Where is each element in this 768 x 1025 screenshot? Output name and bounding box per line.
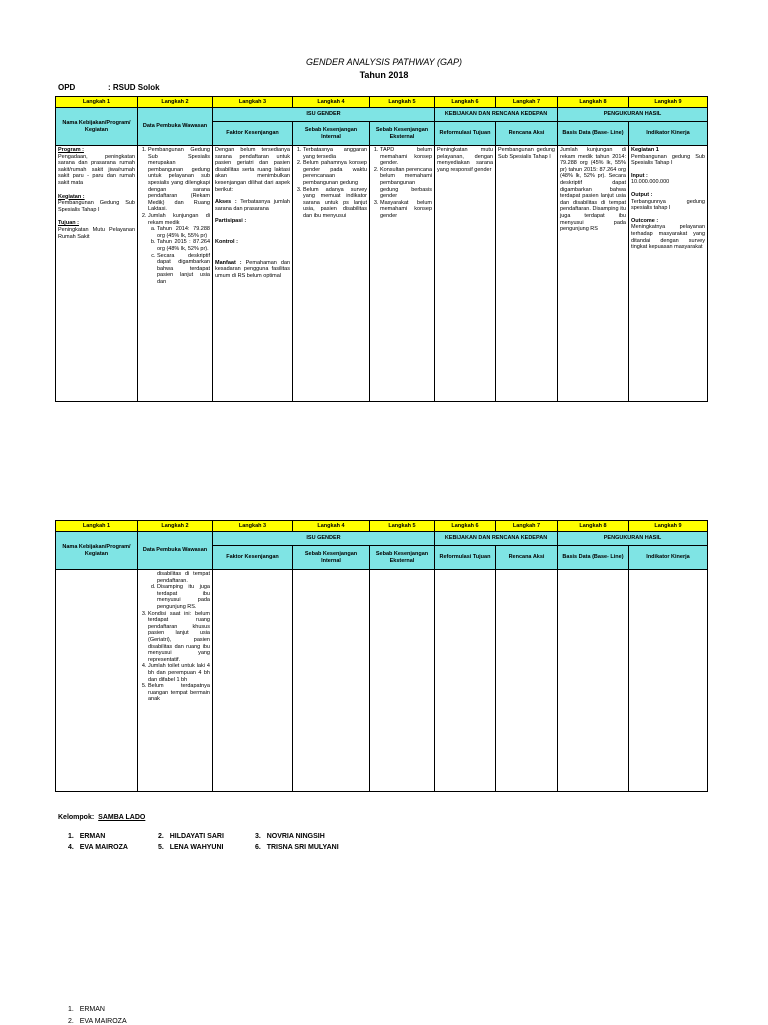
- header-nama-b: Nama Kebijakan/Program/ Kegiatan: [56, 532, 138, 570]
- step-9-b: Langkah 9: [629, 521, 708, 532]
- cell-program: [56, 146, 138, 402]
- kelompok-label: Kelompok:: [58, 814, 95, 821]
- manfaat-text: Pemahaman dan kesadaran pengguna fasilitas umum di RS belum optimal: [215, 259, 291, 279]
- step-5-b: Langkah 5: [370, 521, 435, 532]
- faktor-intro: Dengan belum tersedianya sarana pendaftaran untuk pasien geriatri dan pasien disabilitas serta ruang laktasi akan menimbulkan kesenjangan dilihat dari aspek berikut:: [215, 147, 290, 193]
- outcome-label: Outcome :: [631, 217, 659, 224]
- header-data-pembuka: Data Pembuka Wawasan: [138, 108, 213, 146]
- header-isu-gender-b: ISU GENDER: [213, 532, 435, 546]
- member-name: HILDAYATI SARI: [169, 833, 224, 840]
- input-text: 10.000.000.000: [631, 179, 670, 186]
- steps-row-2: [56, 521, 708, 532]
- footer-num: 2.: [68, 1018, 74, 1025]
- header-rencana: Rencana Aksi: [496, 122, 558, 146]
- program-label: Program :: [58, 147, 84, 153]
- header-indikator-b: Indikator Kinerja: [629, 546, 708, 570]
- data-pembuka-list: [140, 147, 210, 285]
- step-7: Langkah 7: [496, 97, 558, 108]
- steps-row: [56, 97, 708, 108]
- program-text: Pengadaan, peningkatan sarana dan prasarana rumah sakit/rumah sakit jiwa/rumah sakit paru - paru dan rumah sakit mata: [58, 153, 135, 186]
- footer-num: 1.: [68, 1006, 74, 1013]
- tujuan-text: Peningkatan Mutu Pelayanan Rumah Sakit: [58, 226, 135, 240]
- cell-sebab-internal: [293, 146, 370, 402]
- header-row-1: [56, 108, 708, 122]
- header-basis: Basis Data (Base- Line): [558, 122, 629, 146]
- kegiatan-label: Kegiatan :: [58, 193, 85, 200]
- member-4: [68, 844, 128, 851]
- eksternal-item-1: 1. TAPD belum memahami konsep gender.: [380, 147, 432, 167]
- step-5: Langkah 5: [370, 97, 435, 108]
- cell-empty-9: [629, 570, 708, 792]
- cell-empty-5: [370, 570, 435, 792]
- opd-label: OPD: [58, 83, 76, 92]
- member-1: [68, 833, 105, 840]
- data-item-2-text: Jumlah kunjungan di rekam medik: [148, 212, 210, 226]
- step-7-b: Langkah 7: [496, 521, 558, 532]
- header-pengukuran-b: PENGUKURAN HASIL: [558, 532, 708, 546]
- header-sebab-internal-b: Sebab Kesenjangan Internal: [293, 546, 370, 570]
- gap-table-page-1: [55, 96, 708, 402]
- step-8: Langkah 8: [558, 97, 629, 108]
- data-item-1: 1. Pembangunan Gedung Sub Spesialis merupakan pembangunan gedung untuk pelayanan sub spesialis yang dilengkapi dengan sarana pendaftaran (Rekam Medik) dan Ruang Laktasi.: [148, 147, 210, 213]
- header-row-1-b: [56, 532, 708, 546]
- header-faktor: Faktor Kesenjangan: [213, 122, 293, 146]
- cell-indikator: [629, 146, 708, 402]
- document-subtitle: Tahun 2018: [359, 70, 409, 80]
- header-nama: Nama Kebijakan/Program/ Kegiatan: [56, 108, 138, 146]
- step-3-b: Langkah 3: [213, 521, 293, 532]
- kegiatan-text: Pembangunan Gedung Sub Spesialis Tahap I: [58, 200, 135, 213]
- step-1-b: Langkah 1: [56, 521, 138, 532]
- header-pengukuran: PENGUKURAN HASIL: [558, 108, 708, 122]
- header-faktor-b: Faktor Kesenjangan: [213, 546, 293, 570]
- gap-table-page-2: [55, 520, 708, 792]
- header-data-pembuka-b: Data Pembuka Wawasan: [138, 532, 213, 570]
- output-label: Output :: [631, 191, 653, 198]
- member-num: 5.: [158, 844, 164, 851]
- step-6: Langkah 6: [435, 97, 496, 108]
- footer-name: ERMAN: [79, 1006, 105, 1013]
- header-kebijakan-b: KEBIJAKAN DAN RENCANA KEDEPAN: [435, 532, 558, 546]
- header-sebab-eksternal: Sebab Kesenjangan Eksternal: [370, 122, 435, 146]
- cell-empty-3: [213, 570, 293, 792]
- header-sebab-eksternal-b: Sebab Kesenjangan Eksternal: [370, 546, 435, 570]
- cell-rencana: Pembangunan gedung Sub Spesialis Tahap I: [496, 146, 558, 402]
- step-9: Langkah 9: [629, 97, 708, 108]
- cell-faktor: [213, 146, 293, 402]
- opd-line: [58, 83, 160, 92]
- cell-empty-8: [558, 570, 629, 792]
- cell-empty-7: [496, 570, 558, 792]
- opd-value: : RSUD Solok: [108, 83, 160, 92]
- cell-reformulasi: Peningkatan mutu pelayanan, dengan menyediakan sarana yang responsif gender: [435, 146, 496, 402]
- cell-empty-6: [435, 570, 496, 792]
- partisipasi-label: Partisipasi :: [215, 218, 247, 225]
- internal-item-1: 1. Terbatasnya anggaran yang tersedia: [303, 147, 367, 160]
- step-4: Langkah 4: [293, 97, 370, 108]
- content-row: [56, 146, 708, 402]
- akses-text: Terbatasnya jumlah sarana dan prasarana: [215, 199, 290, 212]
- data-item-2: [148, 213, 210, 286]
- data-item-5: 5. Belum terdapatnya ruangan tempat bermain anak: [148, 683, 210, 703]
- data-sub-c-cont: disabilitas di tempat pendaftaran.: [157, 571, 210, 584]
- member-name: LENA WAHYUNI: [169, 844, 224, 851]
- eksternal-item-3: 3. Masyarakat belum memahami konsep gender: [380, 200, 432, 220]
- indikator-kegiatan-text: Pembangunan gedung Sub Spesialis Tahap I: [631, 153, 705, 167]
- akses-label: Akses :: [215, 199, 237, 206]
- data-sub-b: b. Tahun 2015 : 87.264 org (48% lk, 52% pr).: [157, 239, 210, 252]
- member-name: ERMAN: [79, 833, 106, 840]
- eksternal-list: [372, 147, 432, 220]
- step-1: Langkah 1: [56, 97, 138, 108]
- step-2-b: Langkah 2: [138, 521, 213, 532]
- kelompok-line: [58, 814, 145, 821]
- indikator-kegiatan-label: Kegiatan 1: [631, 147, 659, 153]
- data-item-2-cont: [148, 584, 210, 610]
- document-title: GENDER ANALYSIS PATHWAY (GAP): [305, 57, 463, 67]
- eksternal-item-2: 2. Konsultan perencana belum memahami pembangunan gedung berbasis gender: [380, 167, 432, 200]
- step-8-b: Langkah 8: [558, 521, 629, 532]
- member-name: EVA MAIROZA: [79, 844, 128, 851]
- header-reformulasi: Reformulasi Tujuan: [435, 122, 496, 146]
- data-item-4: 4. Jumlah toilet untuk laki 4 bh dan perempuan 4 bh dan difabel 1 bh: [148, 663, 210, 683]
- header-sebab-internal: Sebab Kesenjangan Internal: [293, 122, 370, 146]
- data-sub-d: d. Disamping itu juga terdapat ibu menyusui pada pengunjung RS.: [157, 584, 210, 610]
- header-basis-b: Basis Data (Base- Line): [558, 546, 629, 570]
- data-sublist: [148, 226, 210, 285]
- step-4-b: Langkah 4: [293, 521, 370, 532]
- outcome-text: Meningkatnya pelayanan terhadap masyarakat yang ditandai dengan survey tingkat kepuasan masyarakat: [631, 224, 705, 251]
- cell-data-pembuka: [138, 146, 213, 402]
- manfaat-label: Manfaat :: [215, 259, 242, 266]
- data-item-3: 3. Kondisi saat ini: belum terdapat ruang pendaftaran khusus pasien lanjut usia (Geriatri), pasien disabilitas dan ruang ibu menyusui yang representatif.: [148, 611, 210, 664]
- kontrol-label: Kontrol :: [215, 238, 238, 245]
- member-num: 6.: [255, 844, 261, 851]
- data-pembuka-list-cont: [140, 584, 210, 610]
- tujuan-label: Tujuan :: [58, 220, 79, 227]
- member-num: 3.: [255, 833, 261, 840]
- cell-sebab-eksternal: [370, 146, 435, 402]
- member-name: TRISNA SRI MULYANI: [266, 844, 339, 851]
- member-num: 2.: [158, 833, 164, 840]
- step-3: Langkah 3: [213, 97, 293, 108]
- kelompok-value: SAMBA LADO: [98, 814, 146, 821]
- header-reformulasi-b: Reformulasi Tujuan: [435, 546, 496, 570]
- member-5: [158, 844, 223, 851]
- step-6-b: Langkah 6: [435, 521, 496, 532]
- internal-item-3: 3. Belum adanya survey yang memuat indikator sarana untuk ps lanjut usia, pasien disabilitas dan ibu menyusui: [303, 187, 367, 220]
- cell-basis-data: Jumlah kunjungan di rekam medik tahun 2014: 79.288 org (45% lk, 55% pr) tahun 2015: 87.264 org (48% lk, 52% pr). Secara deskriptif dapat digambarkan bahwa terdapat pasien lanjut usia dan disabilitas di tempat pendaftaran. Disamping itu juga terdapat ibu menyusui pada pengunjung RS: [558, 146, 629, 402]
- cell-empty-4: [293, 570, 370, 792]
- header-rencana-b: Rencana Aksi: [496, 546, 558, 570]
- member-2: [158, 833, 224, 840]
- internal-item-2: 2. Belum pahamnya konsep gender pada waktu perencanaan pembangunan gedung: [303, 160, 367, 186]
- footer-name: EVA MAIROZA: [79, 1018, 127, 1025]
- footer-item-1: [68, 1006, 105, 1013]
- data-pembuka-list-cont-2: [140, 611, 210, 703]
- internal-list: [295, 147, 367, 220]
- data-sub-a: a. Tahun 2014: 79.288 org (45% lk, 55% pr): [157, 226, 210, 239]
- member-6: [255, 844, 339, 851]
- member-name: NOVRIA NINGSIH: [266, 833, 325, 840]
- input-label: Input :: [631, 172, 648, 179]
- header-isu-gender: ISU GENDER: [213, 108, 435, 122]
- data-sub-c: c. Secara deskriptif dapat digambarkan bahwa terdapat pasien lanjut usia dan: [157, 253, 210, 286]
- header-kebijakan: KEBIJAKAN DAN RENCANA KEDEPAN: [435, 108, 558, 122]
- data-sublist-cont: [148, 584, 210, 610]
- content-row-2: [56, 570, 708, 792]
- cell-data-pembuka-cont: [138, 570, 213, 792]
- header-indikator: Indikator Kinerja: [629, 122, 708, 146]
- member-num: 4.: [68, 844, 74, 851]
- step-2: Langkah 2: [138, 97, 213, 108]
- output-text: Terbangunnya gedung spesialis tahap I: [631, 198, 705, 212]
- cell-empty-1: [56, 570, 138, 792]
- member-num: 1.: [68, 833, 74, 840]
- member-3: [255, 833, 325, 840]
